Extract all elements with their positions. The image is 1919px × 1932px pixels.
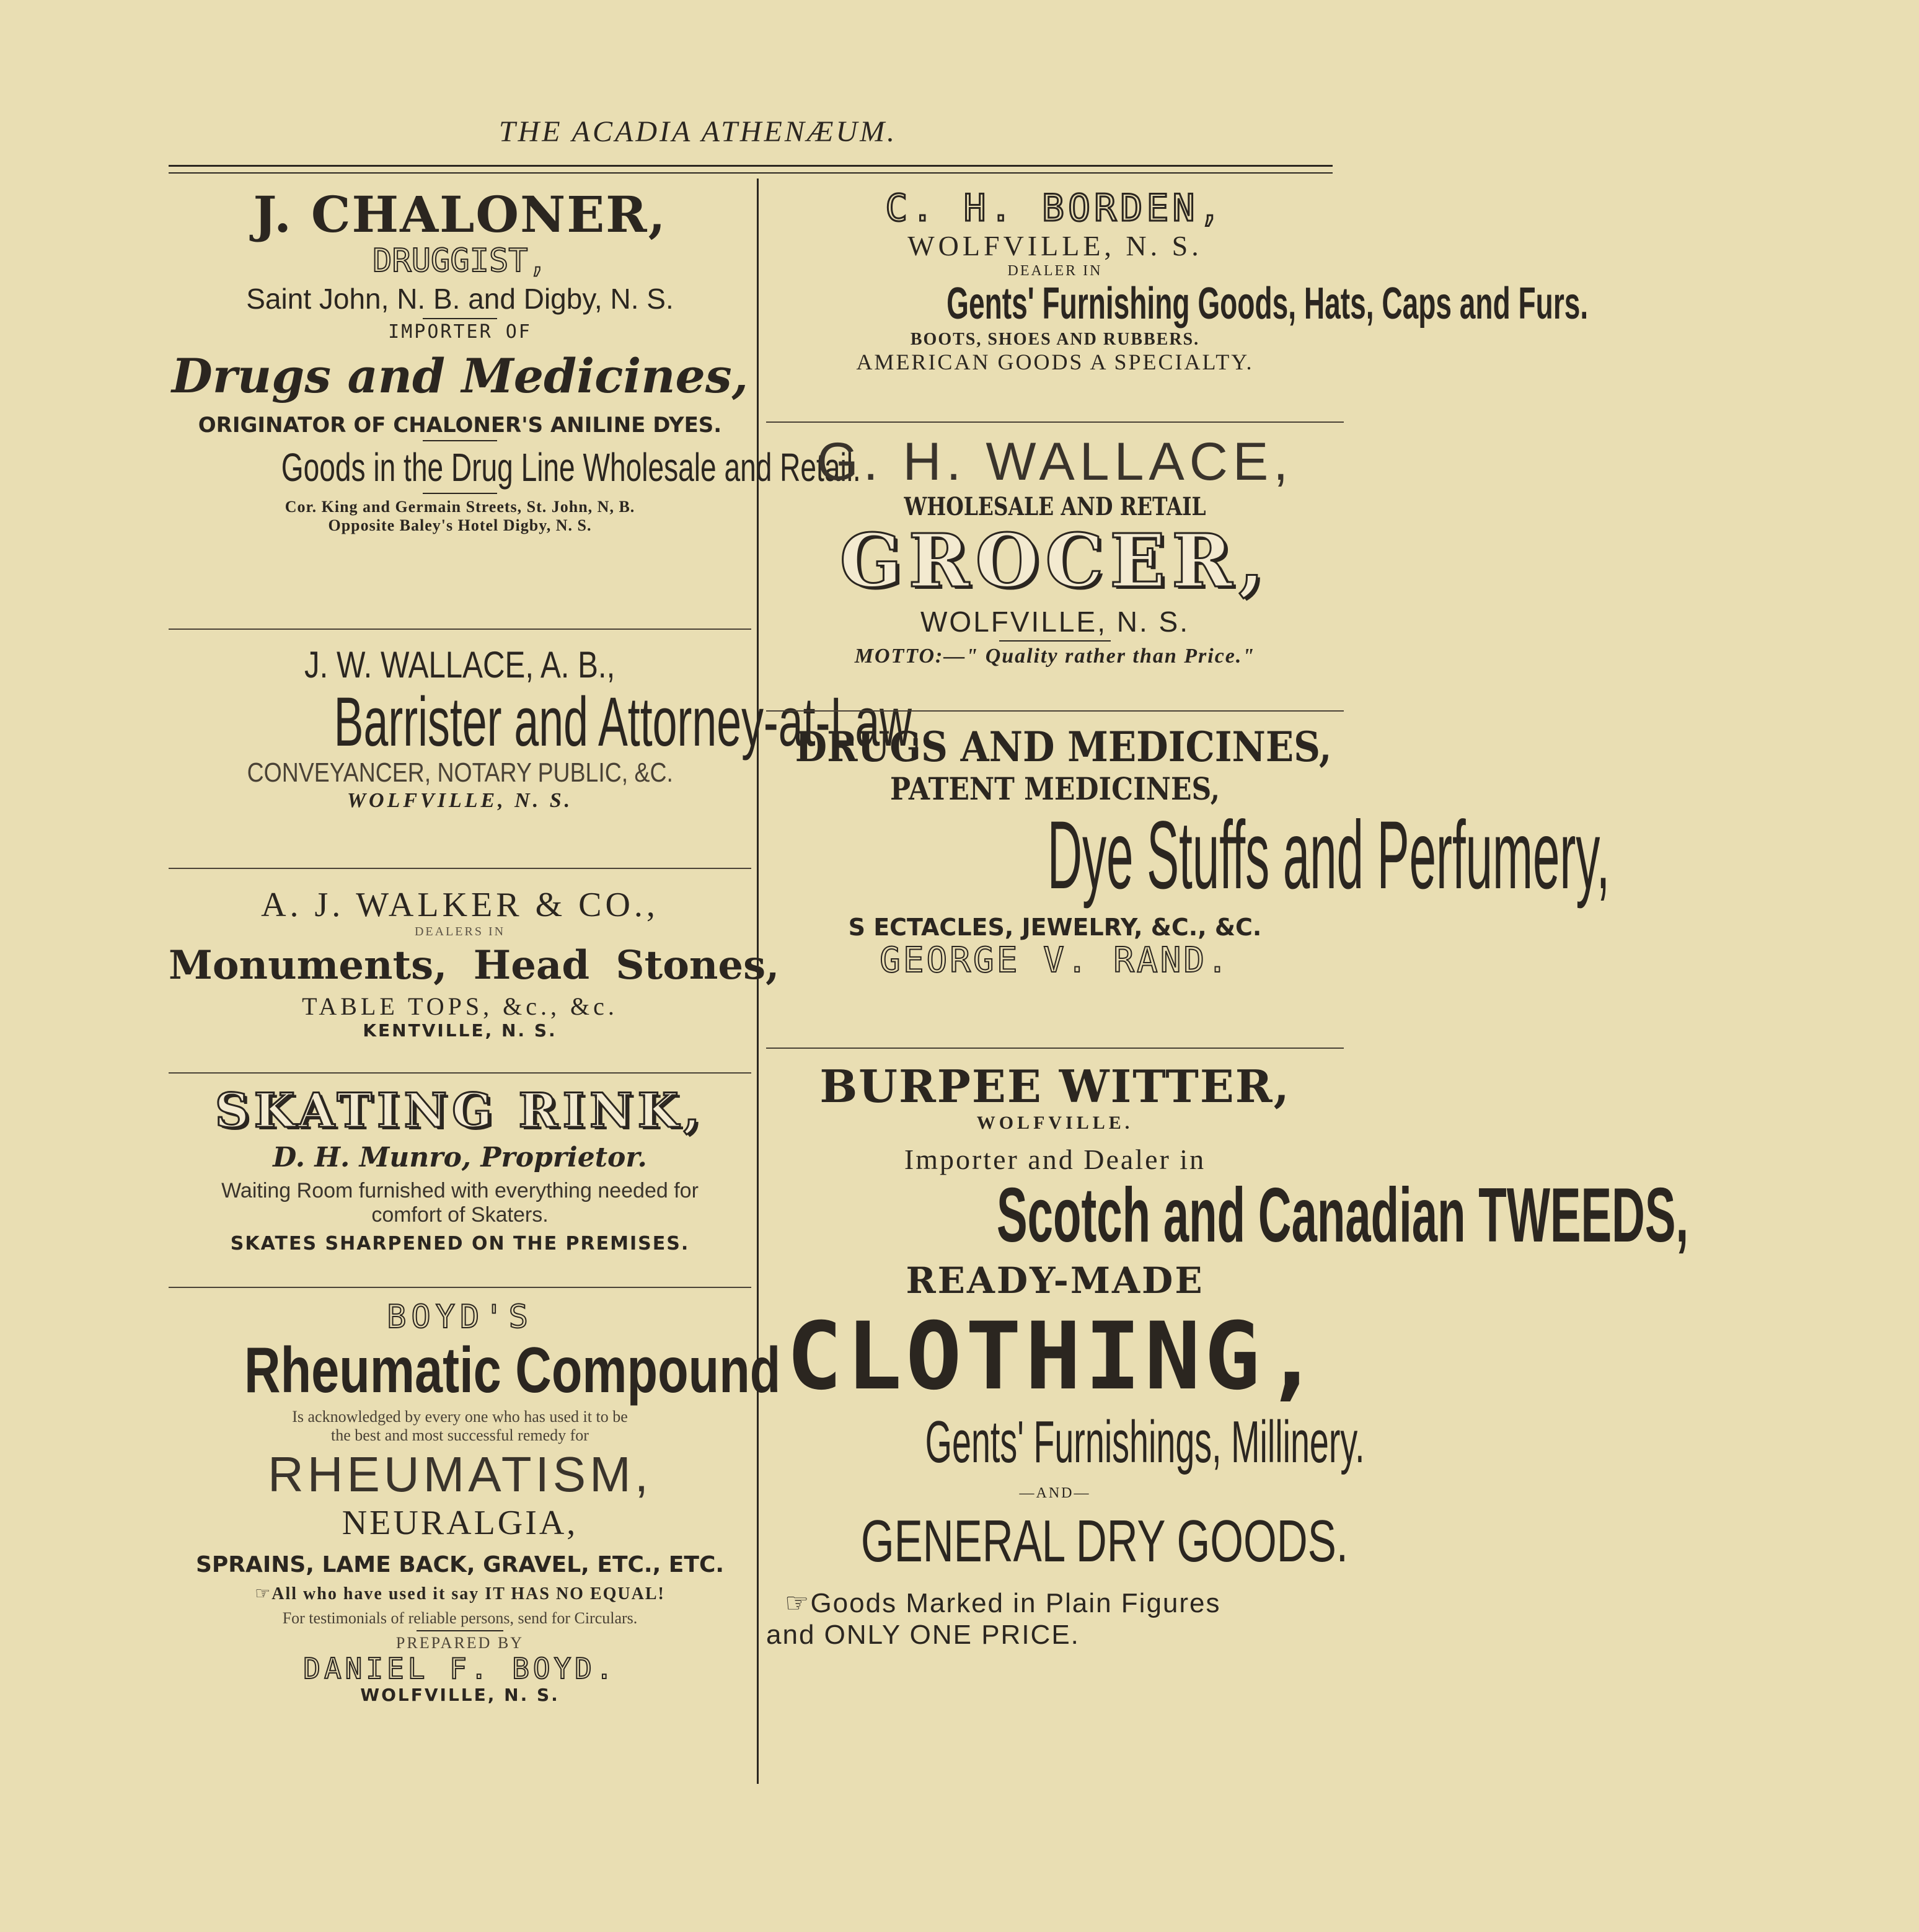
ad-boyd xyxy=(169,1288,781,1784)
left-column xyxy=(169,180,922,1784)
divider xyxy=(417,1630,503,1631)
walker-place: KENTVILLE, N. S. xyxy=(363,1020,557,1041)
boyd-prepared: PREPARED BY xyxy=(395,1634,524,1652)
witter-marked: Goods Marked in Plain Figures xyxy=(810,1588,1221,1619)
header-rule xyxy=(169,165,1333,167)
boyd-desc1: Is acknowledged by every one who has used it to be xyxy=(292,1408,628,1426)
chaloner-importer: IMPORTER OF xyxy=(388,320,532,343)
rand-spectacles: S ECTACLES, JEWELRY, &C., &C. xyxy=(848,913,1262,941)
ad-wallace-gh xyxy=(766,423,1344,712)
rink-title: SKATING RINK, xyxy=(214,1083,705,1138)
ad-rand xyxy=(766,712,1610,1049)
wallace-jw-title: Barrister and Attorney-at-Law, xyxy=(333,683,922,761)
ad-chaloner xyxy=(169,180,861,630)
divider xyxy=(423,440,497,441)
borden-name: C. H. BORDEN, xyxy=(885,187,1225,230)
ad-skating-rink xyxy=(169,1074,751,1288)
pointing-hand-icon: ☞ xyxy=(785,1587,811,1620)
wallace-gh-motto: MOTTO:—" Quality rather than Price." xyxy=(854,645,1256,668)
borden-place: WOLFVILLE, N. S. xyxy=(907,230,1202,262)
rand-dye: Dye Stuffs and Perfumery, xyxy=(1047,801,1610,910)
chaloner-name: J. CHALONER, xyxy=(253,185,667,244)
witter-and: —AND— xyxy=(1019,1485,1091,1502)
ad-borden xyxy=(766,180,1589,423)
boyd-name: BOYD'S xyxy=(387,1299,533,1336)
ad-wallace-jw xyxy=(169,630,922,869)
borden-goods: Gents' Furnishing Goods, Hats, Caps and Furs. xyxy=(946,279,1589,329)
walker-tables: TABLE TOPS, &c., &c. xyxy=(302,992,618,1020)
wallace-jw-place: WOLFVILLE, N. S. xyxy=(346,789,573,813)
boyd-equal: All who have used it say IT HAS NO EQUAL! xyxy=(271,1584,665,1603)
boyd-maker: DANIEL F. BOYD. xyxy=(303,1651,617,1685)
page-header-title: THE ACADIA ATHENÆUM. xyxy=(498,115,898,148)
chaloner-goods: Goods in the Drug Line Wholesale and Retail. xyxy=(281,444,861,490)
witter-name: BURPEE WITTER, xyxy=(819,1060,1290,1113)
witter-gents: Gents' Furnishings, Millinery. xyxy=(925,1408,1365,1475)
chaloner-locations: Saint John, N. B. and Digby, N. S. xyxy=(246,282,674,315)
boyd-rheumatism: RHEUMATISM, xyxy=(267,1447,653,1502)
wallace-jw-name: J. W. WALLACE, A. B., xyxy=(304,644,615,686)
rink-line1: Waiting Room furnished with everything needed for xyxy=(221,1178,699,1202)
wallace-jw-services: CONVEYANCER, NOTARY PUBLIC, &C. xyxy=(247,757,673,788)
rink-skates: SKATES SHARPENED ON THE PREMISES. xyxy=(230,1233,690,1255)
ad-walker xyxy=(169,869,780,1074)
walker-dealers: DEALERS IN xyxy=(414,925,506,939)
walker-products: Monuments, Head Stones, xyxy=(169,942,780,989)
witter-ready: READY-MADE xyxy=(906,1259,1204,1302)
chaloner-drugs: Drugs and Medicines, xyxy=(171,348,749,404)
wallace-gh-wholesale: WHOLESALE AND RETAIL xyxy=(904,492,1206,521)
right-column xyxy=(766,180,1689,1793)
header-rule-double xyxy=(169,172,1333,174)
witter-place: WOLFVILLE. xyxy=(976,1112,1134,1133)
witter-tweeds: Scotch and Canadian TWEEDS, xyxy=(997,1173,1689,1259)
boyd-sprains: SPRAINS, LAME BACK, GRAVEL, ETC., ETC. xyxy=(195,1551,725,1577)
rand-name: GEORGE V. RAND. xyxy=(880,940,1230,981)
divider xyxy=(999,640,1111,642)
boyd-testimonials: For testimonials of reliable persons, send for Circulars. xyxy=(282,1609,638,1628)
chaloner-address1: Cor. King and Germain Streets, St. John, N, B. xyxy=(285,498,635,516)
boyd-product: Rheumatic Compound xyxy=(244,1334,781,1406)
walker-name: A. J. WALKER & CO., xyxy=(261,886,659,924)
wallace-gh-grocer: GROCER, xyxy=(839,517,1271,604)
pointing-hand-icon: ☞ xyxy=(255,1582,272,1603)
rink-proprietor: D. H. Munro, Proprietor. xyxy=(273,1142,647,1174)
ad-witter xyxy=(766,1049,1689,1793)
rink-line2: comfort of Skaters. xyxy=(371,1203,549,1227)
chaloner-address2: Opposite Baley's Hotel Digby, N. S. xyxy=(328,516,592,535)
borden-dealer: DEALER IN xyxy=(1007,262,1103,279)
witter-clothing: CLOTHING, xyxy=(786,1303,1324,1411)
rand-drugs: DRUGS AND MEDICINES, xyxy=(795,723,1332,771)
rand-patent: PATENT MEDICINES, xyxy=(889,770,1220,807)
divider xyxy=(423,493,497,494)
boyd-desc2: the best and most successful remedy for xyxy=(331,1426,589,1445)
boyd-neuralgia: NEURALGIA, xyxy=(342,1504,578,1543)
borden-boots: BOOTS, SHOES AND RUBBERS. xyxy=(910,330,1200,350)
witter-general: GENERAL DRY GOODS. xyxy=(860,1507,1348,1574)
wallace-gh-name: G. H. WALLACE, xyxy=(816,432,1294,492)
divider xyxy=(423,318,497,319)
witter-importer: Importer and Dealer in xyxy=(904,1144,1206,1176)
borden-american: AMERICAN GOODS A SPECIALTY. xyxy=(856,350,1254,375)
boyd-place: WOLFVILLE, N. S. xyxy=(360,1684,560,1705)
witter-price: and ONLY ONE PRICE. xyxy=(766,1619,1080,1650)
wallace-gh-place: WOLFVILLE, N. S. xyxy=(920,605,1189,638)
chaloner-profession: DRUGGIST, xyxy=(373,242,547,280)
chaloner-originator: ORIGINATOR OF CHALONER'S ANILINE DYES. xyxy=(198,412,722,438)
